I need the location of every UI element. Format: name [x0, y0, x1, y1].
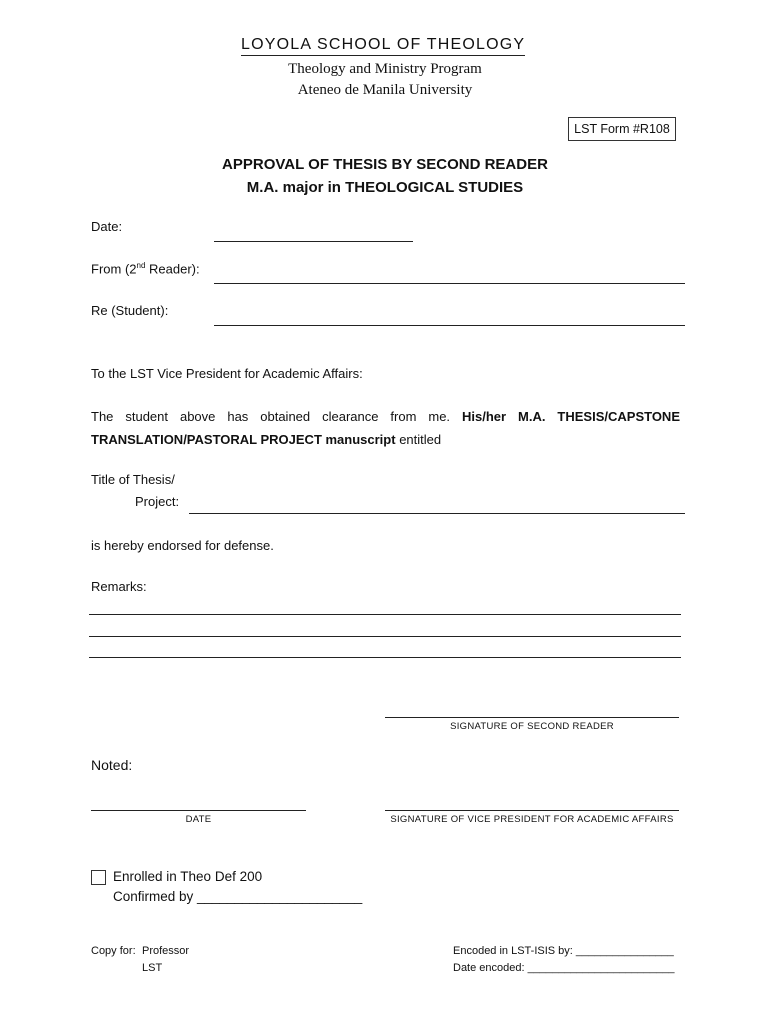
remarks-line-3[interactable]: [89, 657, 681, 658]
clearance-paragraph: [91, 405, 680, 451]
enrolled-checkbox[interactable]: [91, 870, 106, 885]
date-signature-label: DATE: [185, 814, 212, 825]
thesis-project-label: Project:: [135, 494, 180, 509]
from-label-prefix: From (2: [91, 261, 137, 277]
form-number: LST Form #R108: [574, 122, 670, 136]
thesis-title-label: Title of Thesis/: [91, 472, 175, 487]
student-label: Re (Student):: [91, 303, 169, 318]
program-name: Theology and Ministry Program: [288, 61, 482, 77]
vp-signature-label: SIGNATURE OF VICE PRESIDENT FOR ACADEMIC AFFAIRS: [390, 814, 674, 825]
form-subtitle: M.A. major in THEOLOGICAL STUDIES: [246, 179, 524, 196]
university-name: Ateneo de Manila University: [297, 82, 473, 98]
copy-professor: Professor: [142, 945, 190, 957]
noted-label: Noted:: [91, 757, 133, 773]
endorsed-text: is hereby endorsed for defense.: [91, 538, 274, 553]
clearance-text: The student above has obtained clearance from me.: [91, 409, 462, 424]
salutation: To the LST Vice President for Academic Affairs:: [91, 366, 363, 381]
copy-for-label: Copy for:: [91, 945, 136, 957]
vp-signature-line[interactable]: [385, 810, 679, 811]
from-field-line[interactable]: [214, 283, 685, 284]
from-label-suffix: Reader):: [145, 261, 200, 277]
from-label-superscript: nd: [136, 261, 146, 270]
second-reader-signature-line[interactable]: [385, 717, 679, 718]
form-title: APPROVAL OF THESIS BY SECOND READER: [222, 156, 548, 173]
date-field-line[interactable]: [214, 241, 413, 242]
date-label: Date:: [91, 219, 123, 234]
clearance-entitled: entitled: [395, 432, 442, 447]
enrolled-label: Enrolled in Theo Def 200: [113, 869, 263, 884]
remarks-line-1[interactable]: [89, 614, 681, 615]
student-field-line[interactable]: [214, 325, 685, 326]
clearance-bold-text: His/her M.A. THESIS/CAPSTONE TRANSLATION/PASTORAL PROJECT manuscript: [91, 409, 680, 447]
encoded-by: Encoded in LST-ISIS by: ________________: [453, 945, 674, 957]
second-reader-signature-label: SIGNATURE OF SECOND READER: [450, 721, 614, 732]
remarks-label: Remarks:: [91, 579, 147, 594]
date-signature-line[interactable]: [91, 810, 306, 811]
date-encoded: Date encoded: ________________________: [453, 962, 675, 974]
thesis-title-line[interactable]: [189, 513, 685, 514]
form-number-box: [568, 117, 676, 141]
confirmed-by: Confirmed by ______________________: [113, 889, 363, 904]
copy-lst: LST: [142, 962, 163, 974]
school-name: LOYOLA SCHOOL OF THEOLOGY: [241, 36, 525, 56]
remarks-line-2[interactable]: [89, 636, 681, 637]
from-label: [91, 261, 200, 276]
